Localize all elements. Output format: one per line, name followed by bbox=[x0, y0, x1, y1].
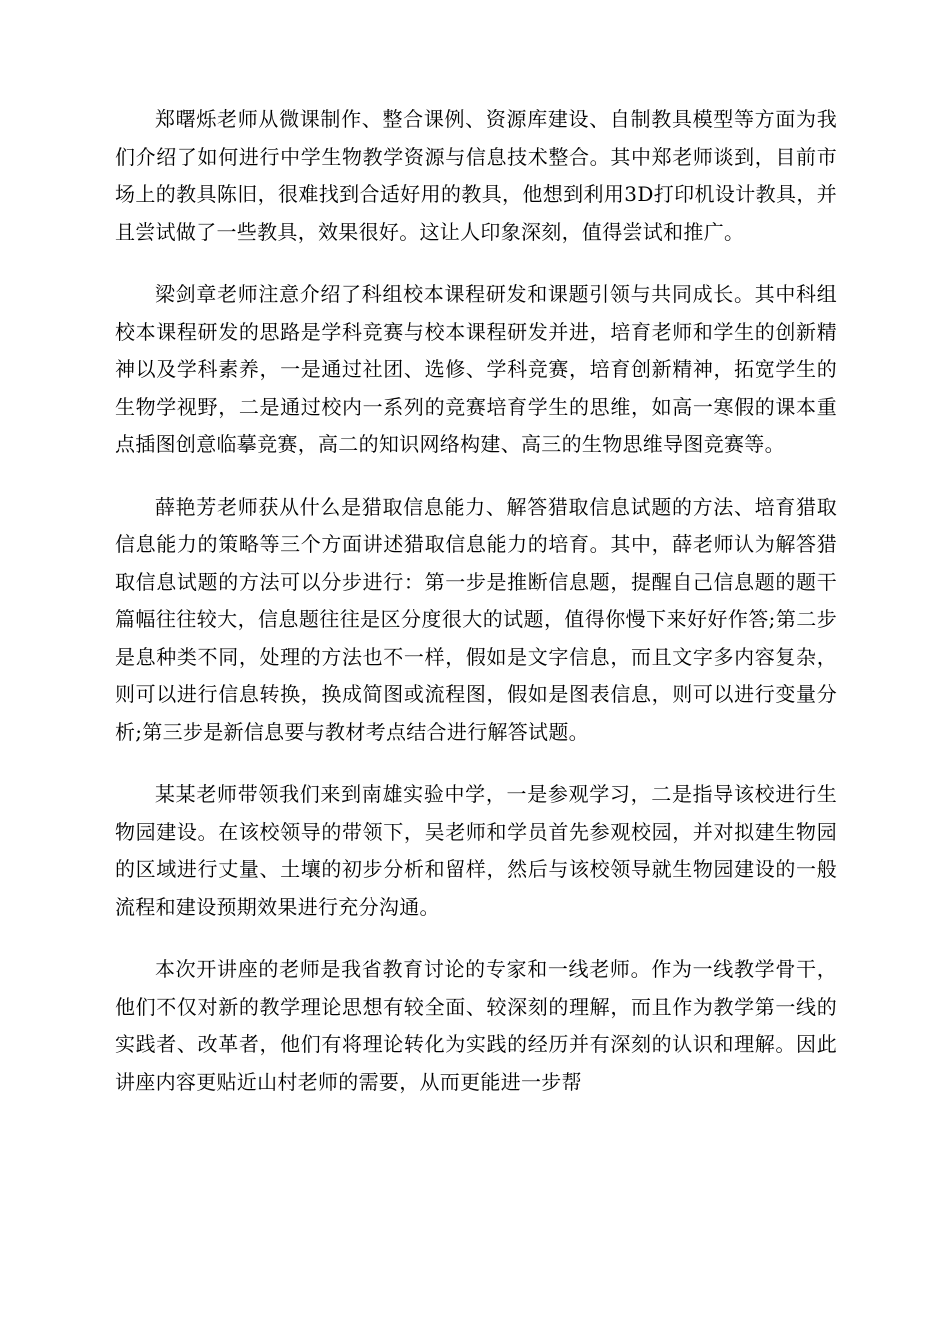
paragraph-zheng-microlessons: 郑曙烁老师从微课制作、整合课例、资源库建设、自制教具模型等方面为我们介绍了如何进行中学生物教学资源与信息技术整合。其中郑老师谈到，目前市场上的教具陈旧，很难找到合适好用的教具，他想到利用3D打印机设计教具，并且尝试做了一些教具，效果很好。这让人印象深刻，值得尝试和推广。 bbox=[115, 107, 837, 244]
paragraph-xue-information-ability: 薛艳芳老师获从什么是猎取信息能力、解答猎取信息试题的方法、培育猎取信息能力的策略等三个方面讲述猎取信息能力的培育。其中，薛老师认为解答猎取信息试题的方法可以分步进行：第一步是推断信息题，提醒自己信息题的题干篇幅往往较大，信息题往往是区分度很大的试题，值得你慢下来好好作答;第二步是息种类不同，处理的方法也不一样，假如是文字信息，而且文字多内容复杂，则可以进行信息转换，换成简图或流程图，假如是图表信息，则可以进行变量分析;第三步是新信息要与教材考点结合进行解答试题。 bbox=[115, 494, 837, 744]
document-body bbox=[115, 101, 837, 1126]
paragraph-lecture-summary: 本次开讲座的老师是我省教育讨论的专家和一线老师。作为一线教学骨干，他们不仅对新的教学理论思想有较全面、较深刻的理解，而且作为教学第一线的实践者、改革者，他们有将理论转化为实践的经历并有深刻的认识和理解。因此讲座内容更贴近山村老师的需要，从而更能进一步帮 bbox=[115, 957, 837, 1094]
paragraph-liang-school-curriculum: 梁剑章老师注意介绍了科组校本课程研发和课题引领与共同成长。其中科组校本课程研发的思路是学科竞赛与校本课程研发并进，培育老师和学生的创新精神以及学科素养，一是通过社团、选修、学科竞赛，培育创新精神，拓宽学生的生物学视野，二是通过校内一系列的竞赛培育学生的思维，如高一寒假的课本重点插图创意临摹竞赛，高二的知识网络构建、高三的生物思维导图竞赛等。 bbox=[115, 282, 837, 456]
paragraph-nanxiong-visit: 某某老师带领我们来到南雄实验中学，一是参观学习，二是指导该校进行生物园建设。在该校领导的带领下，吴老师和学员首先参观校园，并对拟建生物园的区域进行丈量、土壤的初步分析和留样，然后与该校领导就生物园建设的一般流程和建设预期效果进行充分沟通。 bbox=[115, 782, 837, 919]
